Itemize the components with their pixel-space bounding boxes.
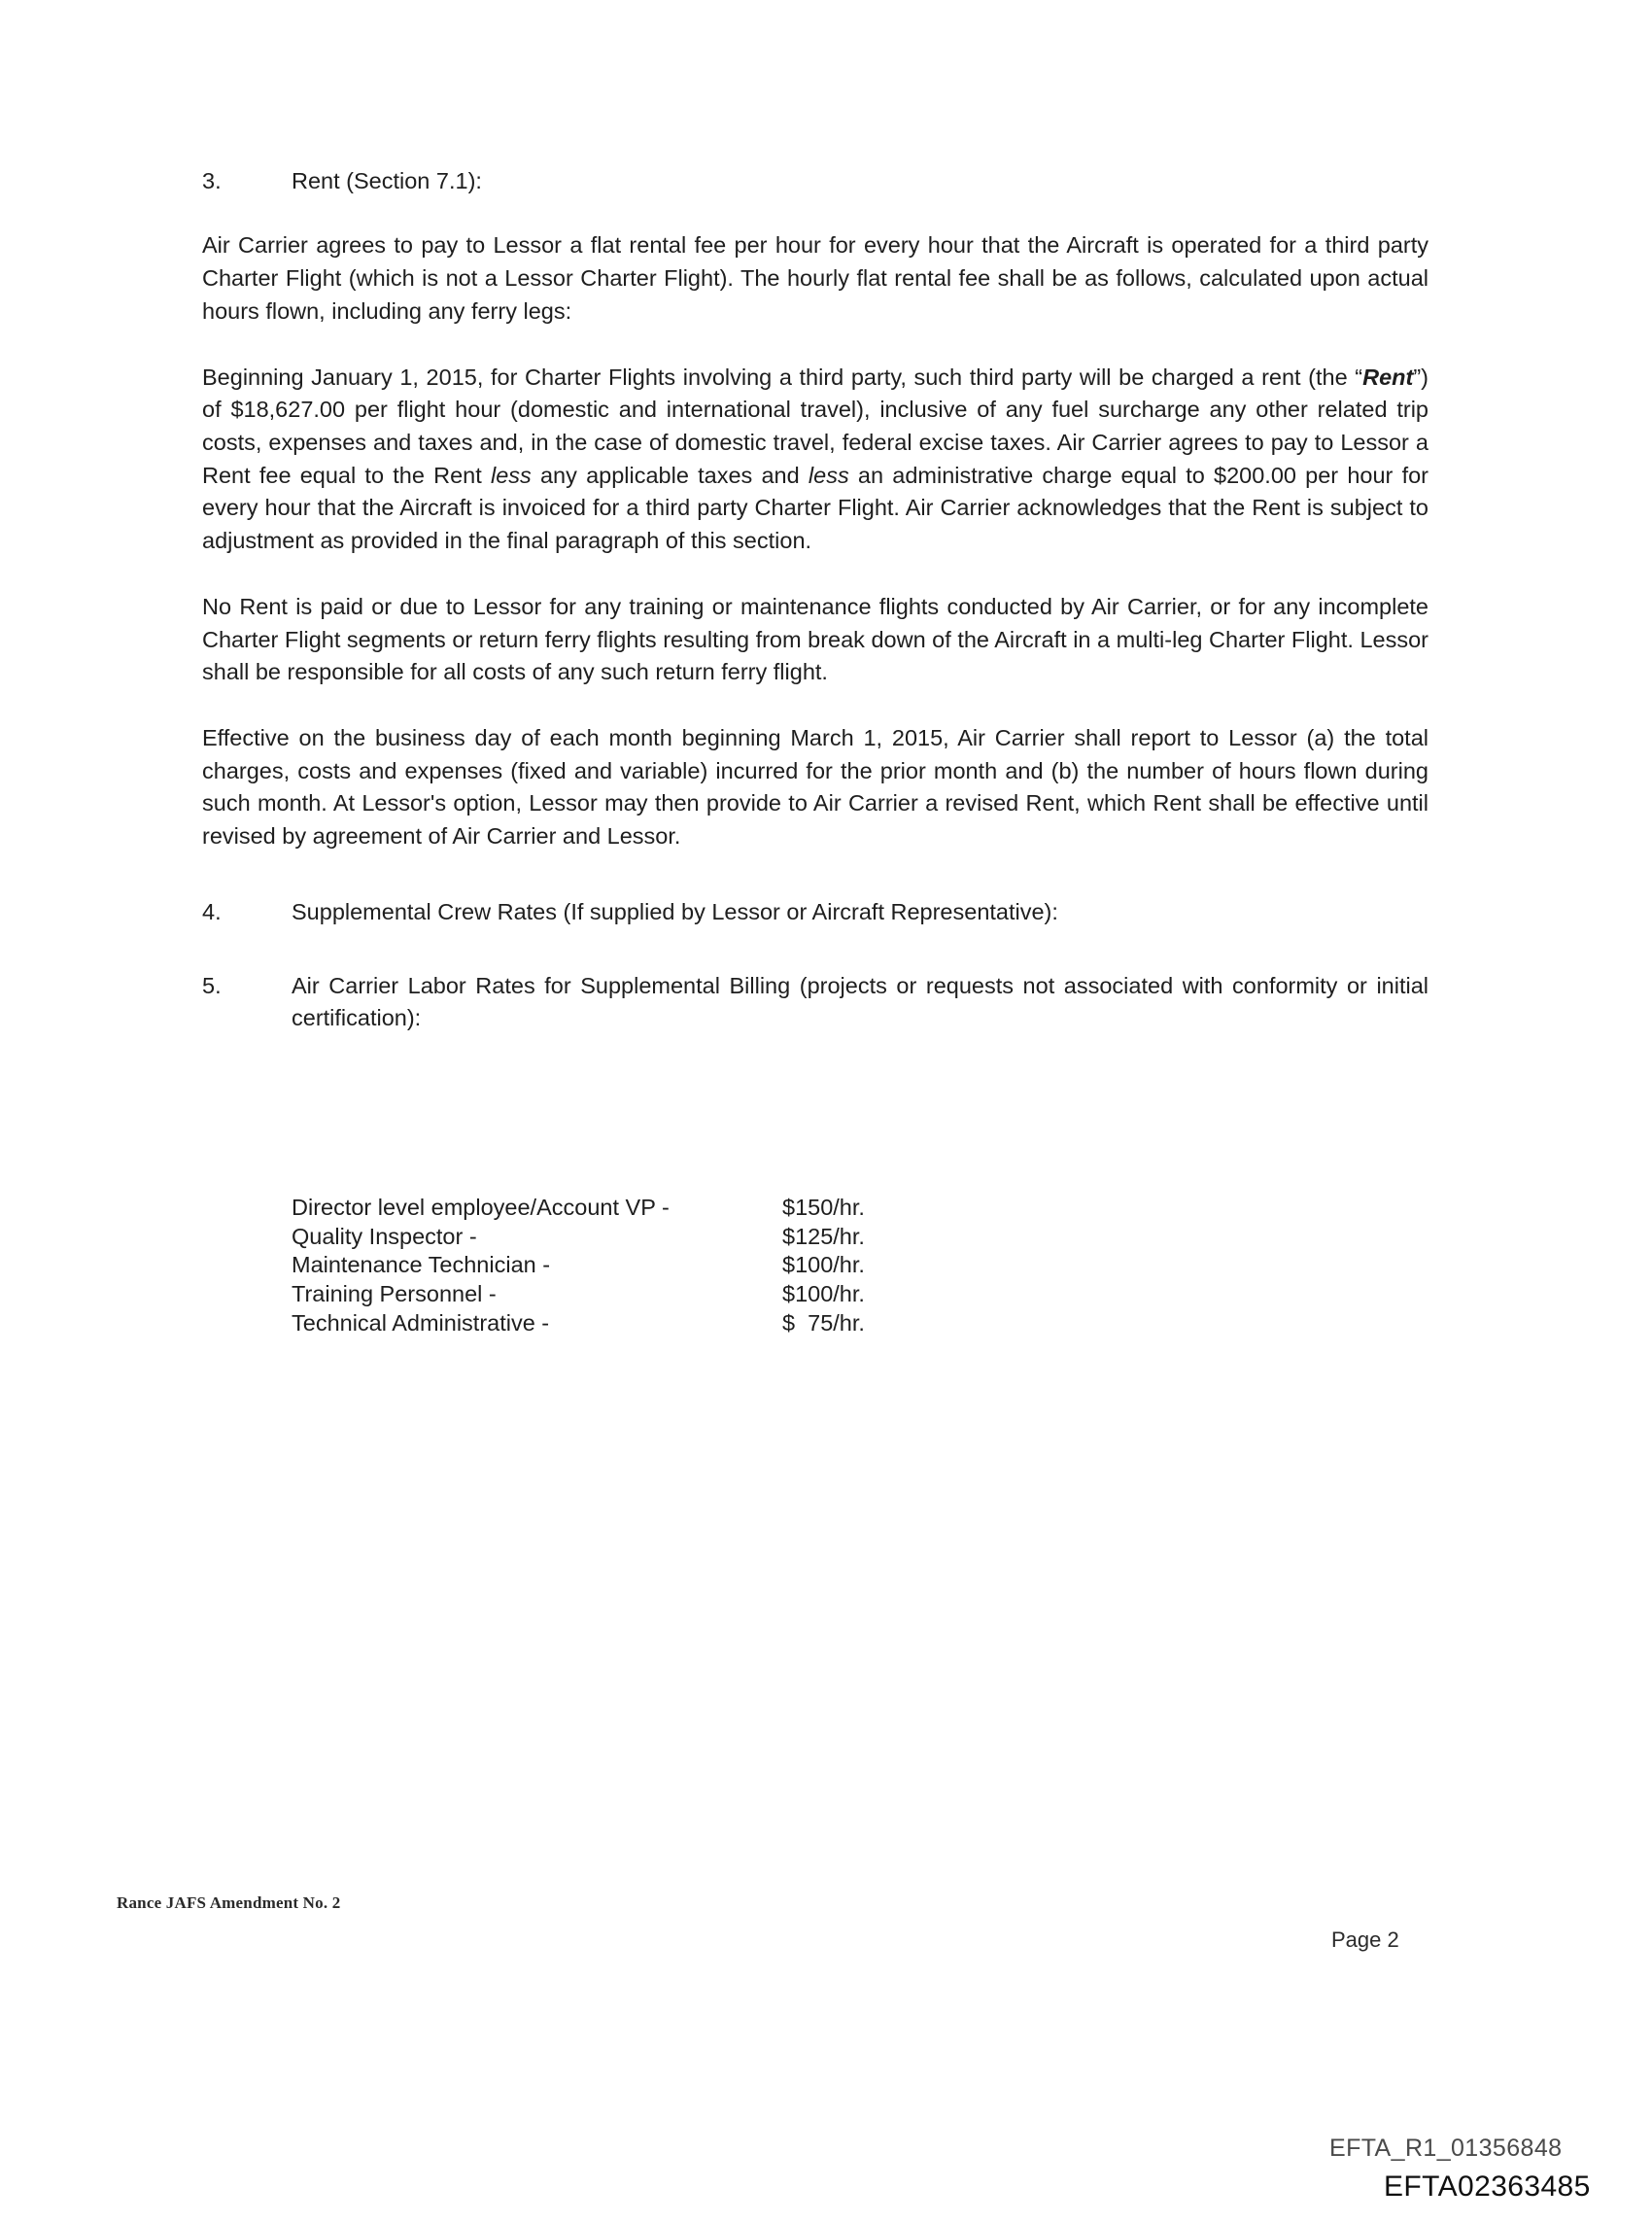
section-item-4 — [202, 896, 1428, 927]
section-item-5 — [202, 970, 1428, 1033]
labor-rates-table — [292, 1194, 977, 1338]
page-number: Page 2 — [1331, 1927, 1399, 1952]
rate-label: Director level employee/Account VP - — [292, 1195, 670, 1220]
paragraph-2-part-a: Beginning January 1, 2015, for Charter Flights involving a third party, such third party will be charged a rent (the “ — [202, 364, 1363, 390]
footer-document-reference: Rance JAFS Amendment No. 2 — [117, 1893, 341, 1912]
bates-number-lower: EFTA02363485 — [1384, 2170, 1591, 2203]
less-emphasis-2: less — [808, 462, 849, 488]
section-heading-3: Rent (Section 7.1): — [292, 168, 482, 193]
rate-label: Maintenance Technician - — [292, 1252, 551, 1278]
rate-value: $125/hr. — [782, 1223, 865, 1249]
rate-label: Training Personnel - — [292, 1281, 497, 1307]
section-text-4: Supplemental Crew Rates (If supplied by Lessor or Aircraft Representative): — [292, 898, 1058, 924]
bates-number-upper: EFTA_R1_01356848 — [1329, 2135, 1563, 2162]
paragraph-2-part-d: an administrative charge equal to $200.00 per hour for every hour that the Aircraft is invoiced for a third party Charter Flight. Air Carrier acknowledges that the Rent is subject to adjustment as provided in the final paragraph of this section. — [202, 462, 1428, 554]
section-text-5: Air Carrier Labor Rates for Supplemental Billing (projects or requests not associated with conformity or initial certification): — [292, 973, 1428, 1030]
table-row — [292, 1280, 977, 1309]
paragraph-2 — [202, 362, 1428, 558]
section-item-3 — [202, 165, 1428, 196]
table-row — [292, 1223, 977, 1252]
document-body — [202, 165, 1428, 1066]
section-number-3: 3. — [202, 168, 222, 193]
rate-value: $ 75/hr. — [782, 1309, 865, 1336]
rate-label: Quality Inspector - — [292, 1223, 477, 1249]
paragraph-2-part-c: any applicable taxes and — [531, 462, 809, 488]
table-row — [292, 1309, 977, 1338]
table-row — [292, 1194, 977, 1223]
spacer — [202, 960, 1428, 970]
less-emphasis-1: less — [490, 462, 532, 488]
section-number-5: 5. — [202, 973, 222, 999]
rate-value: $100/hr. — [782, 1252, 865, 1278]
rate-value: $150/hr. — [782, 1195, 865, 1220]
table-row — [292, 1251, 977, 1280]
paragraph-1: Air Carrier agrees to pay to Lessor a flat rental fee per hour for every hour that the Aircraft is operated for a third party Charter Flight (which is not a Lessor Charter Flight). The hourly flat rental fee shall be as follows, calculated upon actual hours flown, including any ferry legs: — [202, 232, 1428, 324]
rate-value: $100/hr. — [782, 1281, 865, 1307]
paragraph-4: Effective on the business day of each month beginning March 1, 2015, Air Carrier shall report to Lessor (a) the total charges, costs and expenses (fixed and variable) incurred for the prior month and (b) the number of hours flown during such month. At Lessor's option, Lessor may then provide to Air Carrier a revised Rent, which Rent shall be effective until revised by agreement of Air Carrier and Lessor. — [202, 725, 1428, 850]
labor-rates-body — [292, 1194, 977, 1338]
paragraph-2-part-b: ”) of $18,627.00 per flight hour (domestic and international travel), inclusive of any fuel surcharge any other related trip costs, expenses and taxes and, in the case of domestic travel, federal excise taxes. Air Carrier agrees to pay to Lessor a Rent fee equal to the Rent — [202, 364, 1428, 488]
section-number-4: 4. — [202, 898, 222, 924]
paragraph-3: No Rent is paid or due to Lessor for any training or maintenance flights conducted by Air Carrier, or for any incomplete Charter Flight segments or return ferry flights resulting from break down of the Aircraft in a multi-leg Charter Flight. Lessor shall be responsible for all costs of any such return ferry flight. — [202, 593, 1428, 685]
rent-defined-term: Rent — [1362, 364, 1414, 390]
rate-label: Technical Administrative - — [292, 1309, 550, 1336]
spacer — [202, 886, 1428, 896]
